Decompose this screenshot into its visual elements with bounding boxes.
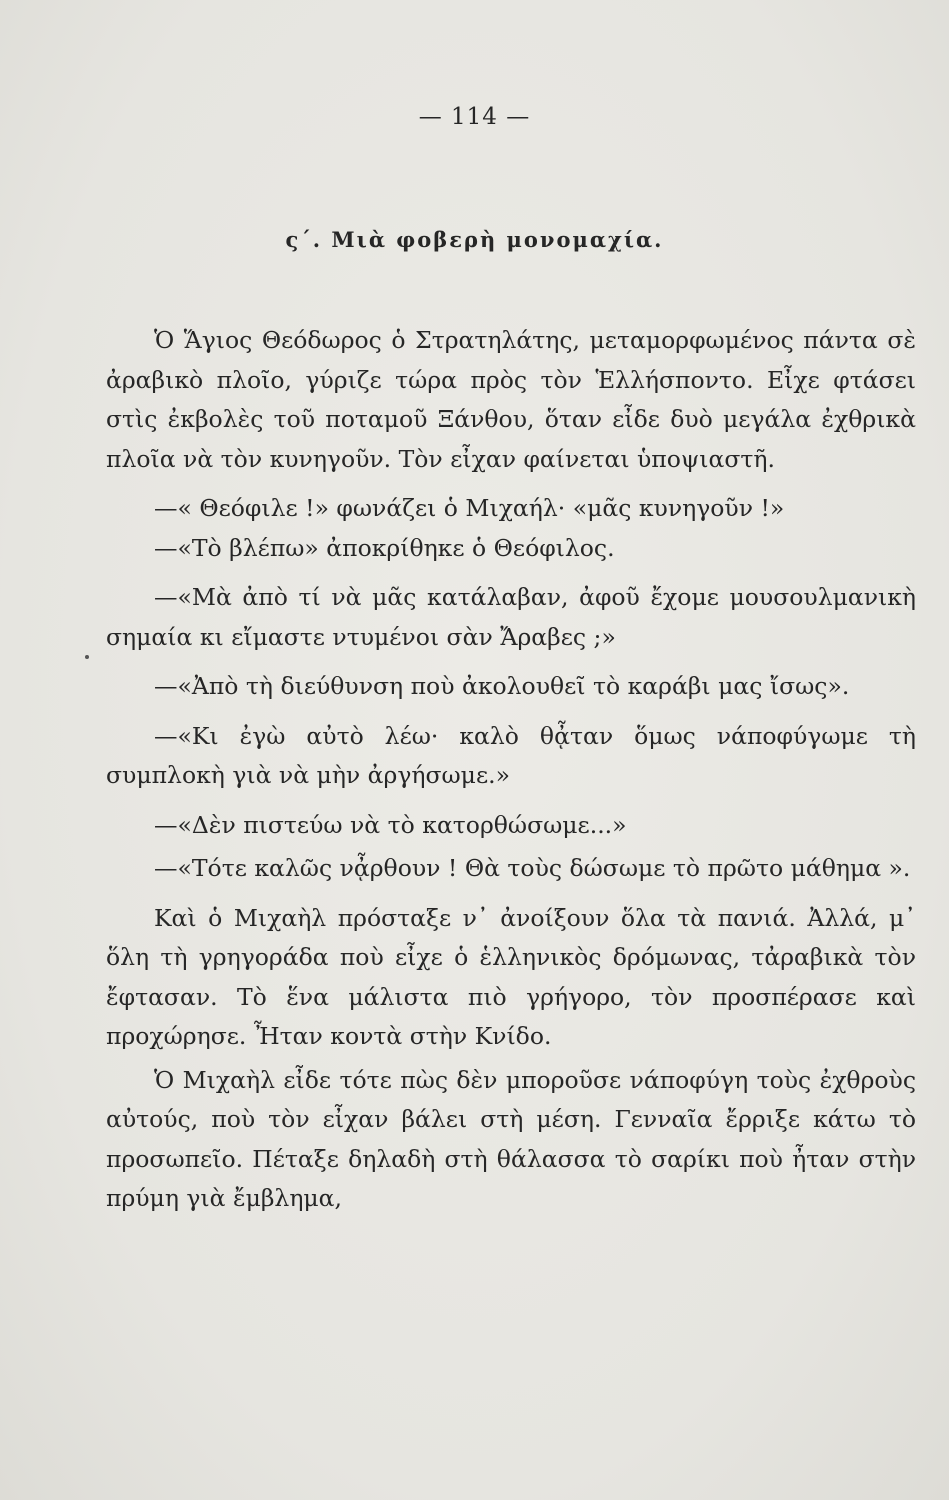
dialogue-line: —« Θεόφιλε !» φωνάζει ὁ Μιχαήλ· «μᾶς κυνηγοῦν !»: [154, 494, 785, 522]
page-number: — 114 —: [418, 104, 531, 130]
dialogue-line: —«Τότε καλῶς νᾆρθουν ! Θὰ τοὺς δώσωμε τὸ πρῶτο μάθημα ».: [154, 854, 911, 882]
dialogue-line: —«Ἀπὸ τὴ διεύθυνση ποὺ ἀκολουθεῖ τὸ καράβι μας ἴσως».: [154, 672, 850, 700]
chapter-heading: ς΄. Μιὰ φοβερὴ μονομαχία.: [285, 227, 664, 252]
dialogue-line: —«Μὰ ἀπὸ τί νὰ μᾶς κατάλαβαν, ἀφοῦ ἔχομε μουσουλμανικὴ σημαία κι εἴμαστε ντυμένοι σὰν Ἄραβες ;»: [106, 583, 916, 651]
paragraph: Ὁ Μιχαὴλ εἶδε τότε πὼς δὲν μποροῦσε νάποφύγη τοὺς ἐχθροὺς αὐτούς, ποὺ τὸν εἶχαν βάλει στὴ μέση. Γενναῖα ἔρριξε κάτω τὸ προσωπεῖο. Πέταξε δηλαδὴ στὴ θάλασσα τὸ σαρίκι ποὺ ἦταν στὴν πρύμη γιὰ ἔμβλημα,: [106, 1065, 916, 1212]
margin-mark: [85, 655, 89, 659]
dialogue-line: —«Τὸ βλέπω» ἀποκρίθηκε ὁ Θεόφιλος.: [154, 533, 615, 562]
paragraph: Καὶ ὁ Μιχαὴλ πρόσταξε ν᾽ ἀνοίξουν ὅλα τὰ πανιά. Ἀλλά, μ᾽ ὅλη τὴ γρηγοράδα ποὺ εἶχε ὁ ἑλληνικὸς δρόμωνας, τἀραβικὰ τὸν ἔφτασαν. Τὸ ἕνα μάλιστα πιὸ γρήγορο, τὸν προσπέρασε καὶ προχώρησε. Ἦταν κοντὰ στὴν Κνίδο.: [106, 903, 916, 1050]
dialogue-line: —«Δὲν πιστεύω νὰ τὸ κατορθώσωμε...»: [154, 810, 627, 839]
body-text: [106, 321, 916, 1219]
paragraph: Ὁ Ἅγιος Θεόδωρος ὁ Στρατηλάτης, μεταμορφωμένος πάντα σὲ ἀραβικὸ πλοῖο, γύριζε τώρα πρὸς τὸν Ἑλλήσποντο. Εἶχε φτάσει στὶς ἐκβολὲς τοῦ ποταμοῦ Ξάνθου, ὅταν εἶδε δυὸ μεγάλα ἐχθρικὰ πλοῖα νὰ τὸν κυνηγοῦν. Τὸν εἶχαν φαίνεται ὑποψιαστῆ.: [106, 326, 916, 473]
dialogue-line: —«Κι ἐγὼ αὐτὸ λέω· καλὸ θᾆταν ὅμως νάποφύγωμε τὴ συμπλοκὴ γιὰ νὰ μὴν ἀργήσωμε.»: [106, 721, 916, 789]
